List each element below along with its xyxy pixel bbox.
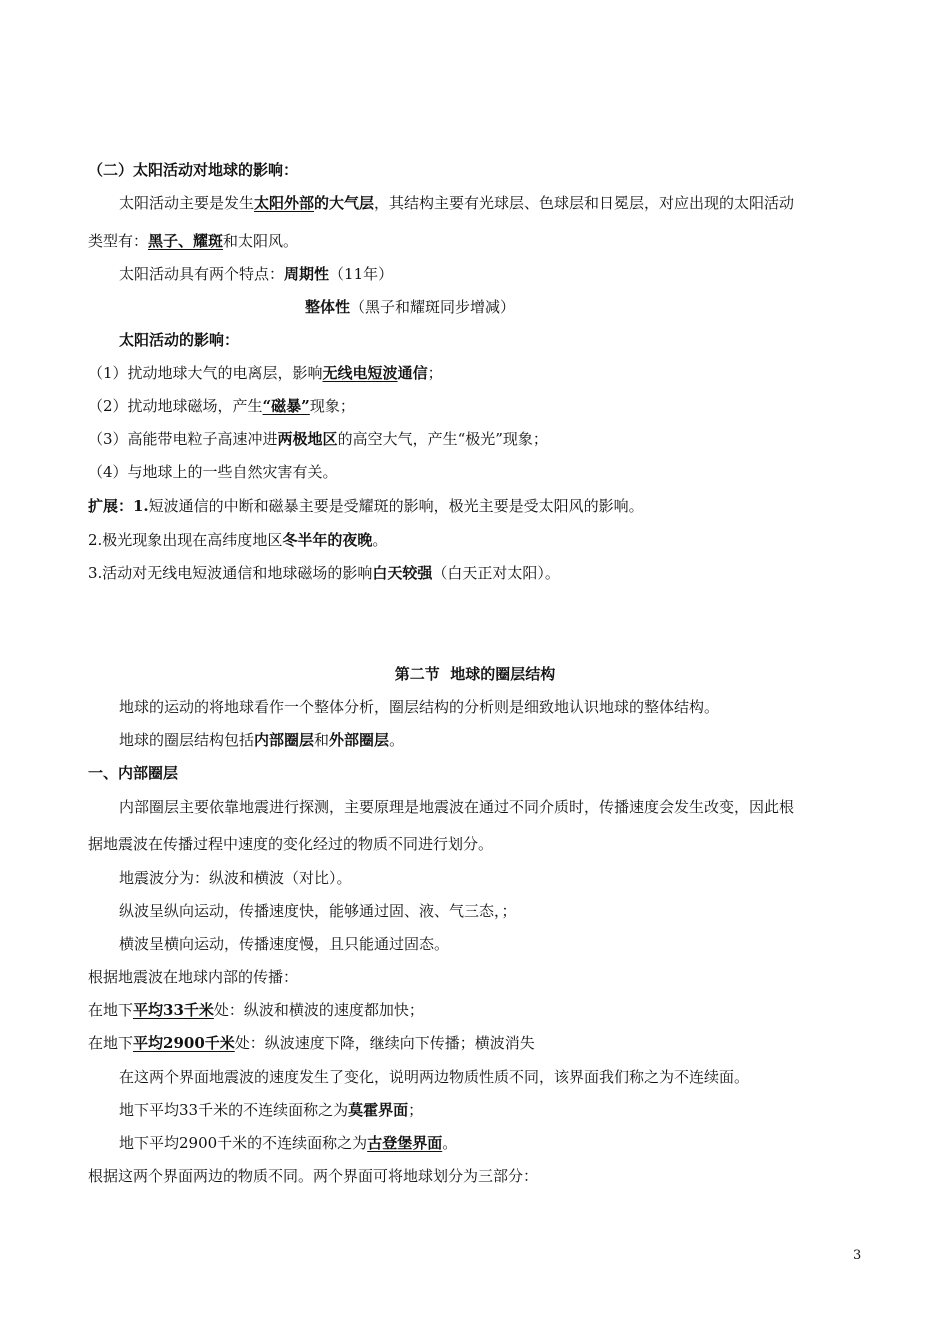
emphasis: 莫霍界面: [348, 1101, 409, 1119]
paragraph-line: 地震波分为：纵波和横波（对比）。: [119, 869, 352, 887]
emphasis: 扩展：1.: [88, 497, 149, 515]
emphasis: 黑子、耀斑: [148, 232, 224, 250]
emphasis: 冬半年的夜晚: [282, 531, 373, 549]
subheading: 太阳活动的影响：: [119, 331, 240, 349]
emphasis: 平均33千米: [133, 1001, 214, 1019]
paragraph-line: 在地下平均33千米处：纵波和横波的速度都加快；: [88, 1001, 424, 1019]
paragraph-line: 纵波呈纵向运动，传播速度快，能够通过固、液、气三态，；: [119, 902, 517, 920]
list-item: （4）与地球上的一些自然灾害有关。: [88, 463, 338, 481]
emphasis: 整体性: [305, 298, 351, 316]
emphasis: 无线电短波: [322, 364, 398, 382]
paragraph-line: 太阳活动主要是发生太阳外部的大气层，其结构主要有光球层、色球层和日冕层，对应出现的太阳活动: [119, 194, 795, 212]
section-heading-solar-impact: （二）太阳活动对地球的影响：: [88, 161, 299, 179]
paragraph-line: 根据这两个界面两边的物质不同。两个界面可将地球划分为三部分：: [88, 1167, 539, 1185]
extension-note: 3.活动对无线电短波通信和地球磁场的影响白天较强（白天正对太阳）。: [88, 564, 560, 582]
paragraph-line: 地球的圈层结构包括内部圈层和外部圈层。: [119, 731, 405, 749]
emphasis: 的大气层: [314, 194, 375, 212]
paragraph-line: 根据地震波在地球内部的传播：: [88, 968, 299, 986]
paragraph-line: 地下平均33千米的不连续面称之为莫霍界面；: [119, 1101, 424, 1119]
emphasis: 太阳外部: [254, 194, 315, 212]
page-number: 3: [853, 1248, 862, 1263]
emphasis: 平均2900千米: [133, 1034, 235, 1052]
extension-note: 2.极光现象出现在高纬度地区冬半年的夜晚。: [88, 531, 388, 549]
emphasis: “磁暴”: [262, 397, 310, 415]
paragraph-line: 地球的运动的将地球看作一个整体分析，圈层结构的分析则是细致地认识地球的整体结构。: [119, 698, 720, 716]
paragraph-line: 整体性（黑子和耀斑同步增减）: [305, 298, 516, 316]
emphasis: 白天较强: [372, 564, 433, 582]
paragraph-line: 在地下平均2900千米处：纵波速度下降，继续向下传播；横波消失: [88, 1034, 535, 1052]
extension-note: 扩展：1.短波通信的中断和磁暴主要是受耀斑的影响，极光主要是受太阳风的影响。: [88, 497, 644, 515]
emphasis: 通信: [397, 364, 428, 382]
list-item: （2）扰动地球磁场，产生“磁暴”现象；: [88, 397, 355, 415]
paragraph-line: 横波呈横向运动，传播速度慢，且只能通过固态。: [119, 935, 450, 953]
emphasis: 古登堡界面: [367, 1134, 443, 1152]
paragraph-line: 类型有：黑子、耀斑和太阳风。: [88, 232, 299, 250]
paragraph-line: 在这两个界面地震波的速度发生了变化，说明两边物质性质不同，该界面我们称之为不连续面。: [119, 1068, 750, 1086]
paragraph-line: 地下平均2900千米的不连续面称之为古登堡界面。: [119, 1134, 458, 1152]
emphasis: 周期性: [284, 265, 330, 283]
emphasis: 内部圈层: [254, 731, 315, 749]
section-title: 第二节 地球的圈层结构: [394, 665, 556, 683]
emphasis: 两极地区: [277, 430, 338, 448]
list-item: （1）扰动地球大气的电离层，影响无线电短波通信；: [88, 364, 443, 382]
subheading: 一、内部圈层: [88, 764, 179, 782]
emphasis: 外部圈层: [329, 731, 390, 749]
paragraph-line: 据地震波在传播过程中速度的变化经过的物质不同进行划分。: [88, 835, 494, 853]
list-item: （3）高能带电粒子高速冲进两极地区的高空大气，产生“极光”现象；: [88, 430, 548, 448]
paragraph-line: 内部圈层主要依靠地震进行探测，主要原理是地震波在通过不同介质时，传播速度会发生改变，因此根: [119, 798, 795, 816]
paragraph-line: 太阳活动具有两个特点：周期性（11年）: [119, 265, 394, 283]
